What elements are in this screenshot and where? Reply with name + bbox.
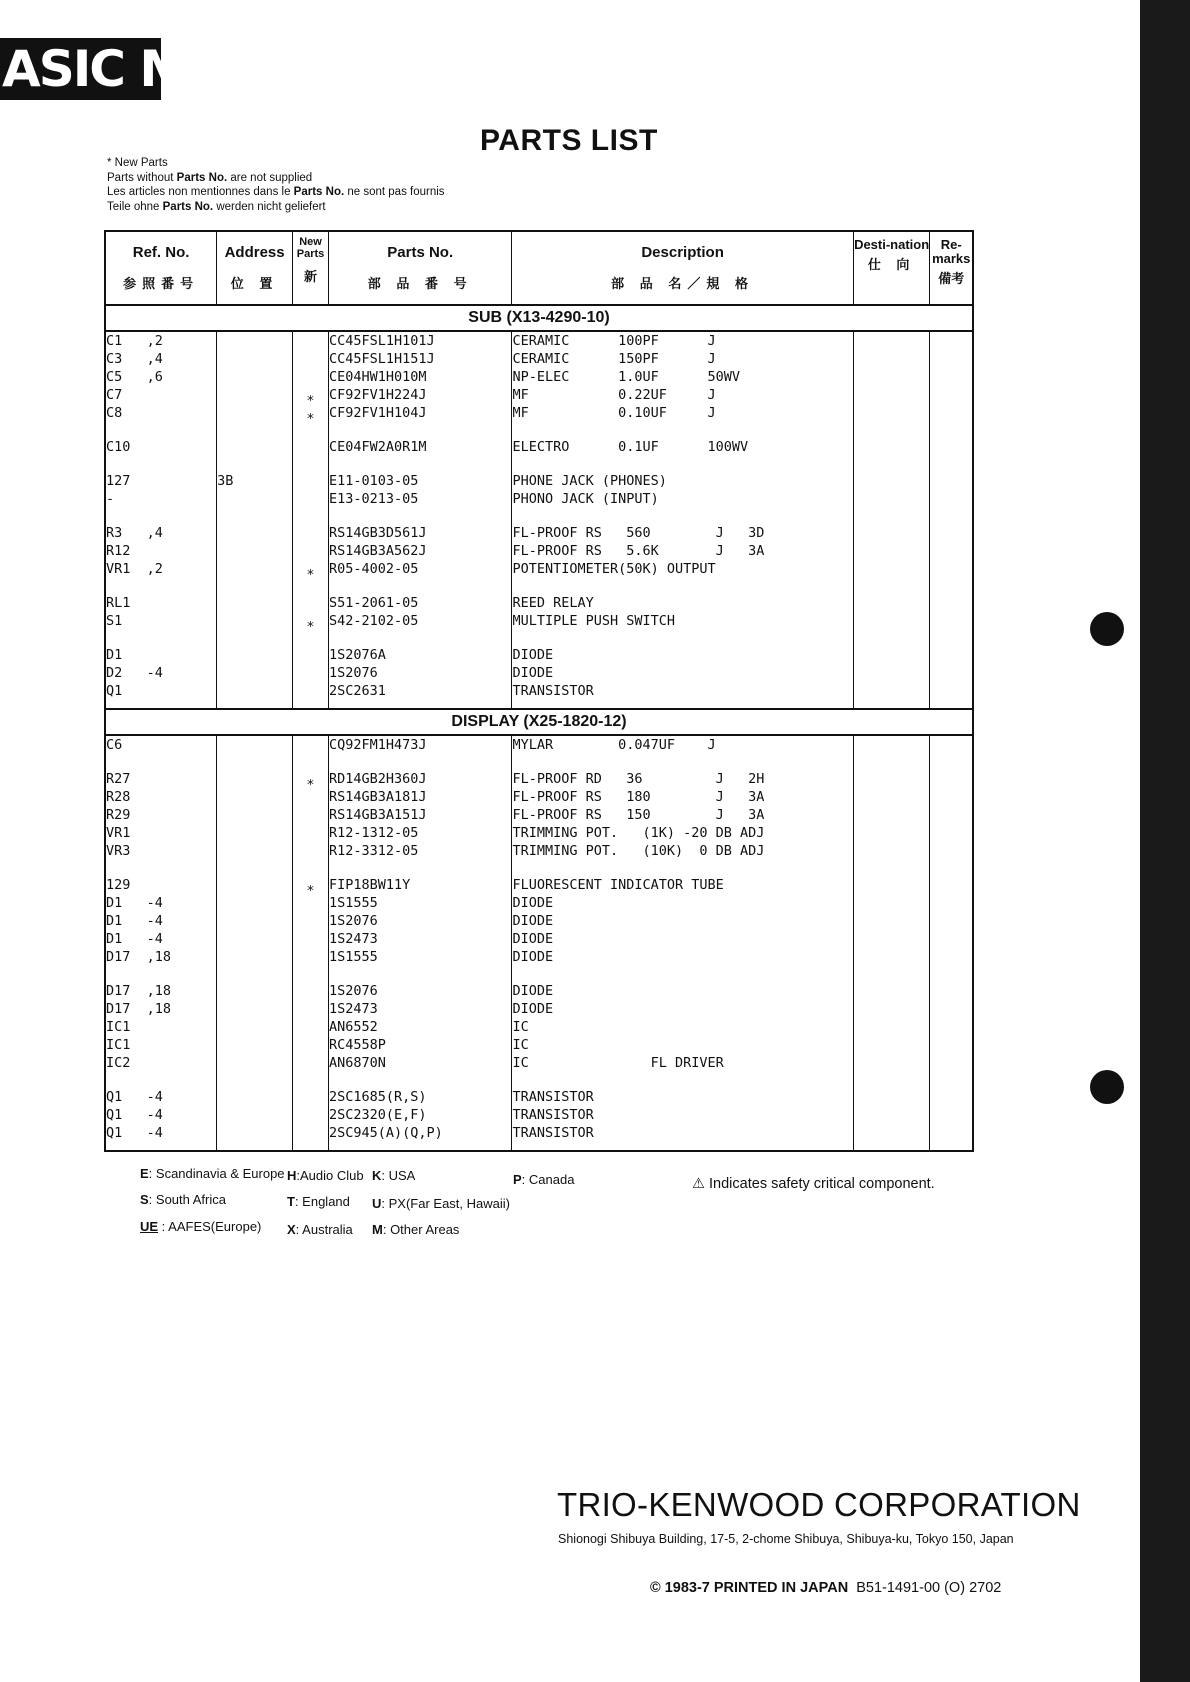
row-new-mark: * [306,619,315,635]
row-new-mark [293,1130,328,1148]
row-new-mark [293,356,328,374]
parts-notes [107,156,445,214]
destination-cell [853,331,930,709]
new-mark-cell [293,331,329,709]
row-address [217,948,292,966]
row-parts-no: RS14GB3A562J [328,543,427,559]
row-description: TRANSISTOR [512,683,594,699]
row-description: DIODE [512,931,554,947]
row-parts-no: CC45FSL1H151J [328,351,435,367]
row-ref: R12 [106,543,131,559]
row-ref: C5 ,6 [106,369,163,385]
section-header [105,305,973,331]
row-description: DIODE [512,647,554,663]
row-parts-no: 1S2473 [328,1001,378,1017]
row-address [217,404,292,422]
row-description: FL-PROOF RS 560 J 3D [512,525,765,541]
row-new-mark [293,374,328,392]
note-french: Les articles non mentionnes dans le Parts No. ne sont pas fournis [107,186,445,198]
row-address [217,1036,292,1054]
row-parts-no: S42-2102-05 [328,613,419,629]
row-parts-no: RS14GB3A181J [328,789,427,805]
row-description: TRANSISTOR [512,1107,594,1123]
address-cell [217,331,293,709]
row-address [217,438,292,456]
row-ref: 127 [106,473,131,489]
row-parts-no: RS14GB3D561J [328,525,427,541]
row-address [217,332,292,350]
row-new-mark [293,918,328,936]
row-parts-no: CE04HW1H010M [328,369,427,385]
row-ref: Q1 -4 [106,1107,163,1123]
row-description: MF 0.10UF J [512,405,716,421]
row-description: FL-PROOF RS 180 J 3A [512,789,765,805]
row-new-mark: * [306,777,315,793]
row-parts-no: RC4558P [328,1037,386,1053]
row-parts-no: CF92FV1H224J [328,387,427,403]
row-address [217,930,292,948]
row-parts-no: CC45FSL1H101J [328,333,435,349]
row-address [217,664,292,682]
row-new-mark [293,478,328,496]
row-parts-no: RS14GB3A151J [328,807,427,823]
row-description: FLUORESCENT INDICATOR TUBE [512,877,724,893]
col-remarks: Re-marks 備考 [930,231,973,305]
row-parts-no: E13-0213-05 [328,491,419,507]
row-description: IC [512,1037,529,1053]
section-body [105,735,973,1151]
row-new-mark [293,988,328,1006]
row-description: FL-PROOF RS 5.6K J 3A [512,543,765,559]
row-parts-no: CF92FV1H104J [328,405,427,421]
model-logo: ASIC M2 [2,40,220,98]
row-new-mark [293,444,328,462]
row-parts-no: 1S2473 [328,931,378,947]
row-description: TRIMMING POT. (10K) 0 DB ADJ [512,843,765,859]
row-address [217,876,292,894]
row-ref: 129 [106,877,131,893]
row-parts-no: 1S1555 [328,949,378,965]
row-new-mark [293,812,328,830]
row-description: CERAMIC 150PF J [512,351,716,367]
note-new-parts: * New Parts [107,157,168,169]
row-ref: VR3 [106,843,131,859]
row-new-mark [293,688,328,706]
row-parts-no: E11-0103-05 [328,473,419,489]
row-address: 3B [217,473,234,489]
parts-table [104,230,974,1152]
row-new-mark [293,548,328,566]
row-description: REED RELAY [512,595,594,611]
row-description: IC FL DRIVER [512,1055,724,1071]
row-description: DIODE [512,983,554,999]
row-address [217,788,292,806]
row-address [217,982,292,1000]
row-ref: - [106,491,115,507]
company-name: TRIO-KENWOOD CORPORATION [557,1486,1081,1523]
row-address [217,490,292,508]
section-body [105,331,973,709]
row-description: DIODE [512,913,554,929]
scan-edge-bar [1140,0,1190,1682]
row-description: MYLAR 0.047UF J [512,737,716,753]
row-parts-no: CQ92FM1H473J [328,737,427,753]
row-ref: D1 [106,647,123,663]
row-address [217,770,292,788]
row-address [217,824,292,842]
row-new-mark: * [306,393,315,409]
row-description: DIODE [512,949,554,965]
row-ref: R28 [106,789,131,805]
row-ref: D1 -4 [106,931,163,947]
col-description: Description 部 品 名／規 格 [512,231,853,305]
row-ref: D17 ,18 [106,949,172,965]
page-title: PARTS LIST [480,124,658,157]
row-description: FL-PROOF RS 150 J 3A [512,807,765,823]
row-ref: VR1 ,2 [106,561,163,577]
row-description: FL-PROOF RD 36 J 2H [512,771,765,787]
row-description: TRIMMING POT. (1K) -20 DB ADJ [512,825,765,841]
row-address [217,842,292,860]
row-parts-no: FIP18BW11Y [328,877,411,893]
new-mark-cell [293,735,329,1151]
row-parts-no: R05-4002-05 [328,561,419,577]
parts-no-cell [328,331,511,709]
row-new-mark [293,794,328,812]
legend-u: U: PX(Far East, Hawaii) [372,1196,510,1211]
row-description: PHONE JACK (PHONES) [512,473,667,489]
row-address [217,524,292,542]
legend-p: P: Canada [513,1172,575,1187]
legend-ue: UE : AAFES(Europe) [140,1219,262,1234]
row-parts-no: 1S1555 [328,895,378,911]
row-address [217,894,292,912]
description-cell [512,331,853,709]
row-address [217,560,292,578]
row-address [217,806,292,824]
destination-cell [853,735,930,1151]
row-new-mark [293,1042,328,1060]
row-ref: Q1 -4 [106,1125,163,1141]
ref-cell [105,735,217,1151]
row-ref: C7 [106,387,123,403]
row-ref: IC1 [106,1019,131,1035]
row-new-mark [293,848,328,866]
row-new-mark: * [306,883,315,899]
row-ref: D1 -4 [106,913,163,929]
section-title: DISPLAY (X25-1820-12) [105,709,973,735]
row-address [217,1000,292,1018]
row-parts-no: R12-3312-05 [328,843,419,859]
row-description: CERAMIC 100PF J [512,333,716,349]
company-address: Shionogi Shibuya Building, 17-5, 2-chome Shibuya, Shibuya-ku, Tokyo 150, Japan [558,1532,1014,1546]
row-address [217,912,292,930]
row-new-mark [293,652,328,670]
row-ref: R27 [106,771,131,787]
note-english: Parts without Parts No. are not supplied [107,171,313,184]
row-new-mark: * [306,411,315,427]
row-new-mark [293,830,328,848]
col-destination: Desti-nation 仕 向 [853,231,930,305]
row-description: PHONO JACK (INPUT) [512,491,659,507]
row-address [217,350,292,368]
row-address [217,682,292,700]
col-new-parts: New Parts 新 [293,231,329,305]
remarks-cell [930,331,973,709]
row-description: NP-ELEC 1.0UF 50WV [512,369,741,385]
row-description: POTENTIOMETER(50K) OUTPUT [512,561,716,577]
row-ref: D17 ,18 [106,1001,172,1017]
section-title: SUB (X13-4290-10) [105,305,973,331]
row-new-mark [293,1006,328,1024]
print-info: © 1983-7 PRINTED IN JAPAN B51-1491-00 (O) 2702 [650,1580,1002,1596]
row-parts-no: AN6552 [328,1019,378,1035]
row-ref: C3 ,4 [106,351,163,367]
row-ref: IC2 [106,1055,131,1071]
row-ref: VR1 [106,825,131,841]
row-new-mark [293,742,328,760]
row-ref: R29 [106,807,131,823]
row-parts-no: 2SC2320(E,F) [328,1107,427,1123]
row-new-mark [293,954,328,972]
binder-hole-bottom [1090,1070,1124,1104]
row-address [217,1054,292,1072]
description-cell [512,735,853,1151]
row-address [217,1124,292,1142]
col-address: Address 位 置 [217,231,293,305]
legend-t: T: England [287,1194,350,1209]
row-parts-no: S51-2061-05 [328,595,419,611]
row-new-mark [293,900,328,918]
row-ref: IC1 [106,1037,131,1053]
row-description: MF 0.22UF J [512,387,716,403]
row-ref: R3 ,4 [106,525,163,541]
row-ref: S1 [106,613,123,629]
col-parts-no: Parts No. 部 品 番 号 [328,231,511,305]
row-address [217,542,292,560]
row-new-mark [293,1094,328,1112]
row-new-mark [293,1060,328,1078]
row-address [217,1018,292,1036]
legend-e: E: Scandinavia & Europe [140,1166,285,1181]
row-address [217,1088,292,1106]
row-description: DIODE [512,895,554,911]
row-new-mark [293,600,328,618]
row-address [217,1106,292,1124]
legend-m: M: Other Areas [372,1222,460,1237]
row-new-mark [293,530,328,548]
safety-note: ⚠ Indicates safety critical component. [692,1176,935,1192]
row-parts-no: R12-1312-05 [328,825,419,841]
row-new-mark [293,936,328,954]
row-parts-no: 1S2076 [328,665,378,681]
remarks-cell [930,735,973,1151]
address-cell [217,735,293,1151]
parts-no-cell [328,735,511,1151]
row-address [217,646,292,664]
row-ref: RL1 [106,595,131,611]
col-ref-no: Ref. No. 参照番号 [105,231,217,305]
binder-hole-top [1090,612,1124,646]
row-ref: D17 ,18 [106,983,172,999]
legend-h: H:Audio Club [287,1168,364,1183]
row-new-mark [293,496,328,514]
section-header [105,709,973,735]
row-ref: C6 [106,737,123,753]
row-description: TRANSISTOR [512,1089,594,1105]
row-ref: D1 -4 [106,895,163,911]
row-parts-no: 1S2076 [328,983,378,999]
row-parts-no: 2SC945(A)(Q,P) [328,1125,443,1141]
note-german: Teile ohne Parts No. werden nicht geliefert [107,200,326,213]
row-parts-no: CE04FW2A0R1M [328,439,427,455]
row-description: DIODE [512,665,554,681]
row-address [217,386,292,404]
row-description: ELECTRO 0.1UF 100WV [512,439,749,455]
table-header-row [105,231,973,305]
row-ref: Q1 [106,683,123,699]
row-parts-no: RD14GB2H360J [328,771,427,787]
legend-k: K: USA [372,1168,416,1183]
row-ref: Q1 -4 [106,1089,163,1105]
row-description: IC [512,1019,529,1035]
row-parts-no: 2SC1685(R,S) [328,1089,427,1105]
row-new-mark [293,338,328,356]
row-parts-no: 2SC2631 [328,683,386,699]
row-address [217,612,292,630]
row-parts-no: 1S2076A [328,647,386,663]
row-address [217,368,292,386]
row-address [217,594,292,612]
row-new-mark [293,670,328,688]
row-new-mark: * [306,567,315,583]
row-description: MULTIPLE PUSH SWITCH [512,613,675,629]
ref-cell [105,331,217,709]
row-new-mark [293,1024,328,1042]
row-ref: C8 [106,405,123,421]
legend-s: S: South Africa [140,1192,226,1207]
row-ref: D2 -4 [106,665,163,681]
row-address [217,736,292,754]
legend-x: X: Australia [287,1222,353,1237]
row-ref: C10 [106,439,131,455]
row-parts-no: 1S2076 [328,913,378,929]
row-parts-no: AN6870N [328,1055,386,1071]
row-ref: C1 ,2 [106,333,163,349]
row-description: DIODE [512,1001,554,1017]
row-new-mark [293,1112,328,1130]
row-description: TRANSISTOR [512,1125,594,1141]
